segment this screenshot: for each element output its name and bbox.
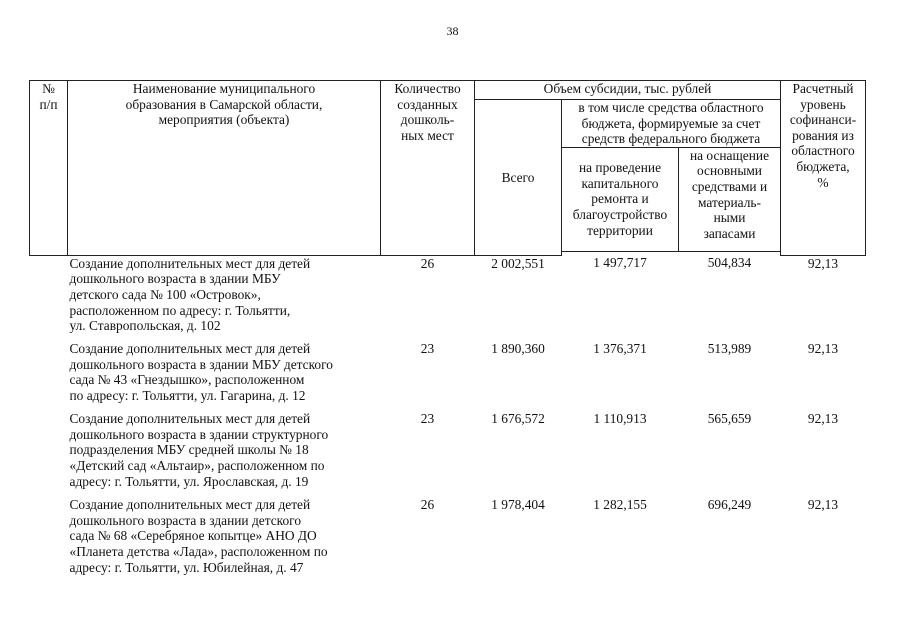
page-number: 38 [446, 24, 459, 38]
row-name-line: «Планета детства «Лада», расположенном по [69, 544, 328, 560]
row-rate-cell: 92,13 [807, 255, 839, 271]
row-name-line: сада № 43 «Гнездышко», расположенном [69, 372, 305, 388]
table-row [30, 411, 866, 497]
header-line: дошколь- [400, 112, 455, 128]
row-name-line: подразделения МБУ средней школы № 18 [69, 442, 309, 458]
row-rate-cell: 92,13 [807, 411, 839, 427]
header-line: мероприятия (объекта) [158, 112, 290, 128]
header-line: бюджета, формируемые за счет [581, 115, 761, 131]
header-line: созданных [397, 96, 458, 112]
header-col-total: Всего [475, 100, 562, 256]
row-name-line: сада № 68 «Серебряное копытце» АНО ДО [69, 528, 317, 544]
row-name-line: Создание дополнительных мест для детей [69, 341, 311, 357]
row-name-line: Создание дополнительных мест для детей [69, 497, 311, 513]
header-line: средств федерального бюджета [581, 131, 761, 147]
row-name-line: дошкольного возраста в здании МБУ [69, 271, 281, 287]
table-body [30, 255, 866, 577]
row-name-line: «Детский сад «Альтаир», расположенном по [69, 458, 325, 474]
row-name-line: дошкольного возраста в здании структурного [69, 426, 329, 442]
row-name-cell [68, 341, 381, 411]
row-name-line: расположенном по адресу: г. Тольятти, [69, 302, 291, 318]
header-line: Расчетный [792, 81, 854, 96]
header-line: Наименование муниципального [132, 81, 316, 96]
header-line: софинанси- [789, 112, 857, 128]
header-line: Количество [394, 81, 461, 96]
row-repair-cell: 1 376,371 [593, 341, 647, 357]
header-col-no [30, 81, 68, 256]
header-col-places [381, 81, 475, 256]
row-no-cell [30, 341, 68, 411]
row-places-cell: 23 [420, 341, 435, 357]
row-name-cell [68, 411, 381, 497]
row-equip-cell: 513,989 [707, 341, 752, 357]
header-line: материаль- [698, 194, 761, 210]
row-name-cell [68, 497, 381, 577]
row-name-line: по адресу: г. Тольятти, ул. Гагарина, д. 12 [69, 388, 306, 404]
header-col-federal [562, 100, 781, 148]
header-line: образования в Самарской области, [125, 96, 323, 112]
row-name-line: адресу: г. Тольятти, ул. Юбилейная, д. 47 [69, 559, 304, 575]
header-line: бюджета, [796, 158, 850, 174]
row-name-line: адресу: г. Тольятти, ул. Ярославская, д. 19 [69, 473, 309, 489]
header-col-rate [781, 81, 866, 256]
table-header [30, 81, 866, 256]
header-line: основными [697, 163, 762, 179]
row-no-cell [30, 411, 68, 497]
header-line: уровень [800, 96, 846, 112]
table-row [30, 255, 866, 341]
header-line: ных мест [401, 127, 454, 143]
row-equip-cell: 504,834 [707, 255, 752, 271]
header-line: ными [713, 210, 746, 226]
row-name-line: дошкольного возраста в здании детского [69, 512, 302, 528]
header-line: областного [791, 143, 855, 159]
header-line: № [42, 81, 55, 96]
header-col-name [68, 81, 381, 256]
row-total-cell: 1 676,572 [491, 411, 545, 427]
header-line: ремонта и [591, 191, 649, 207]
header-line: запасами [703, 225, 756, 241]
row-places-cell: 26 [420, 255, 435, 271]
row-no-cell [30, 497, 68, 577]
row-name-line: Создание дополнительных мест для детей [69, 255, 311, 271]
header-line: в том числе средства областного [578, 100, 764, 115]
header-line: территории [587, 222, 653, 238]
header-col-subsidy: Объем субсидии, тыс. рублей [475, 81, 781, 100]
header-line: на проведение [578, 160, 662, 176]
row-total-cell: 2 002,551 [491, 255, 545, 271]
subsidy-table [29, 80, 866, 577]
row-repair-cell: 1 282,155 [593, 497, 647, 513]
row-equip-cell: 696,249 [707, 497, 752, 513]
row-repair-cell: 1 497,717 [593, 255, 647, 271]
header-col-repair [562, 147, 679, 251]
header-line: средствами и [691, 178, 768, 194]
row-name-line: Создание дополнительных мест для детей [69, 411, 311, 427]
header-line: п/п [39, 96, 58, 112]
table-row [30, 341, 866, 411]
row-name-cell [68, 255, 381, 341]
row-places-cell: 26 [420, 497, 435, 513]
table-row [30, 497, 866, 577]
row-name-line: ул. Ставропольская, д. 102 [69, 318, 221, 334]
header-line: благоустройство [572, 207, 668, 223]
row-name-line: детского сада № 100 «Островок», [69, 286, 261, 302]
row-places-cell: 23 [420, 411, 435, 427]
row-rate-cell: 92,13 [807, 497, 839, 513]
row-name-line: дошкольного возраста в здании МБУ детского [69, 356, 333, 372]
row-rate-cell: 92,13 [807, 341, 839, 357]
row-no-cell [30, 255, 68, 341]
row-repair-cell: 1 110,913 [593, 411, 647, 427]
header-line: капитального [581, 175, 659, 191]
header-col-equip [679, 147, 781, 251]
header-line: % [817, 174, 829, 190]
header-line: рования из [792, 127, 854, 143]
header-line: на оснащение [689, 147, 770, 163]
row-equip-cell: 565,659 [707, 411, 752, 427]
row-total-cell: 1 978,404 [491, 497, 545, 513]
row-total-cell: 1 890,360 [491, 341, 545, 357]
